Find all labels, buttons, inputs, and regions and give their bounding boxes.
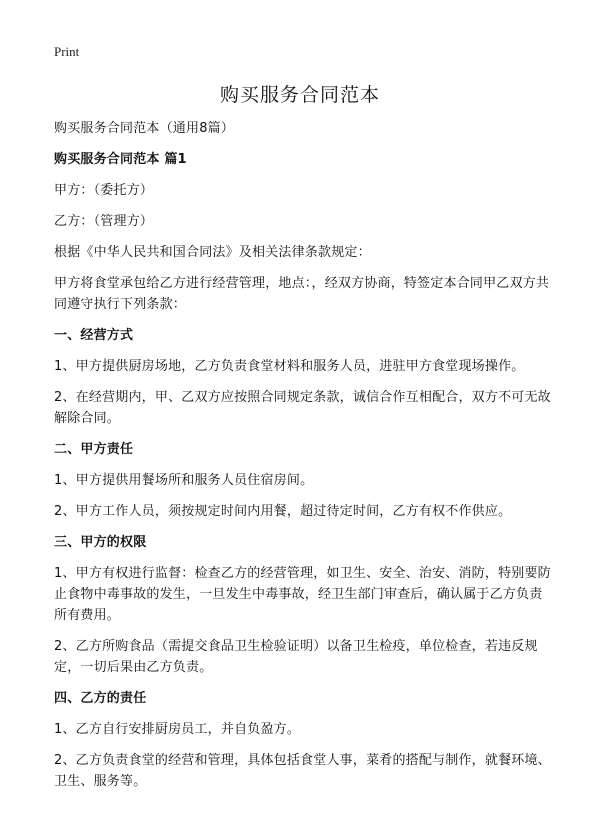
- print-link[interactable]: Print: [54, 44, 80, 59]
- paragraph: 甲方将食堂承包给乙方进行经营管理，地点：，经双方协商，特签定本合同甲乙双方共同遵守执行下列条款：: [54, 276, 550, 312]
- paragraph: 乙方：（管理方）: [54, 214, 154, 229]
- paragraph: 1、甲方提供厨房场地，乙方负责食堂材料和服务人员，进驻甲方食堂现场操作。: [54, 359, 525, 374]
- section-heading: 二、甲方责任: [54, 442, 134, 457]
- paragraph: 2、在经营期内，甲、乙双方应按照合同规定条款，诚信合作互相配合，双方不可无故解除合同。: [54, 390, 551, 426]
- document-title: 购买服务合同范本: [219, 84, 380, 106]
- document-body: [54, 118, 554, 802]
- paragraph: 2、乙方负责食堂的经营和管理，具体包括食堂人事，菜肴的搭配与制作，就餐环境、卫生、服务等。: [54, 753, 551, 789]
- paragraph: 2、乙方所购食品（需提交食品卫生检验证明）以备卫生检疫，单位检查，若违反规定，一切后果由乙方负责。: [54, 639, 538, 675]
- section-heading: 一、经营方式: [54, 328, 134, 343]
- section-heading: 购买服务合同范本 篇1: [54, 152, 187, 167]
- section-heading: 四、乙方的责任: [54, 691, 147, 706]
- paragraph: 根据《中华人民共和国合同法》及相关法律条款规定：: [54, 245, 371, 260]
- paragraph: 甲方：（委托方）: [54, 183, 154, 198]
- paragraph: 1、甲方提供用餐场所和服务人员住宿房间。: [54, 473, 314, 488]
- paragraph: 1、乙方自行安排厨房员工，并自负盈方。: [54, 722, 301, 737]
- paragraph: 2、甲方工作人员，须按规定时间内用餐，超过待定时间，乙方有权不作供应。: [54, 504, 512, 519]
- paragraph: 1、甲方有权进行监督：检查乙方的经营管理，如卫生、安全、治安、消防，特别要防止食物中毒事故的发生，一旦发生中毒事故，经卫生部门审查后，确认属于乙方负责所有费用。: [54, 566, 551, 623]
- paragraph: 购买服务合同范本（通用8篇）: [54, 121, 235, 136]
- section-heading: 三、甲方的权限: [54, 535, 147, 550]
